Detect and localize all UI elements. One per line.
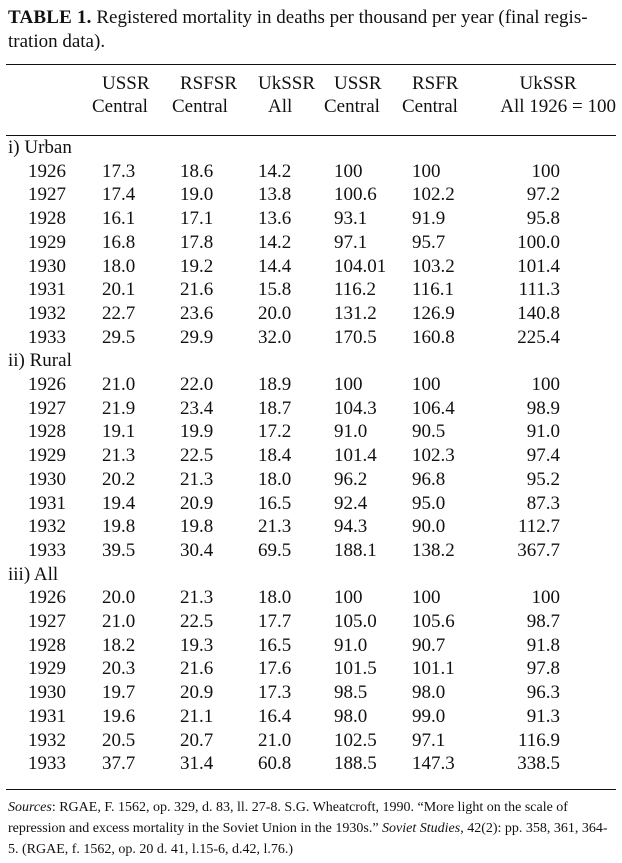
section-header-row [6,136,616,160]
value-cell: 21.0 [102,611,136,633]
table-row [6,681,616,705]
value-cell: 20.3 [102,658,136,680]
value-cell: 69.5 [258,539,292,561]
value-cell: 18.2 [102,634,136,656]
year-cell: 1930 [28,468,66,490]
year-cell: 1926 [28,587,66,609]
value-cell: 18.9 [258,374,292,396]
sources-text-1: : RGAE, F. 1562, op. 329, d. 83, ll. 27-8. S.G. Wheatcroft, 1990. “More light on the scale of repression and excess mortality in the Soviet Union in the 1930s.” [8,800,568,836]
value-cell: 90.5 [412,421,446,443]
value-cell: 97.4 [526,445,560,467]
top-rule [6,64,616,65]
value-cell: 95.2 [526,468,560,490]
table-row [6,207,616,231]
table-row [6,468,616,492]
year-cell: 1928 [28,208,66,230]
value-cell: 101.4 [334,445,377,467]
value-cell: 160.8 [412,326,455,348]
value-cell: 21.9 [102,397,136,419]
table-row [6,729,616,753]
value-cell: 21.0 [102,374,136,396]
table-row [6,705,616,729]
table-row [6,444,616,468]
value-cell: 20.0 [258,302,292,324]
value-cell: 21.6 [180,658,214,680]
value-cell: 225.4 [517,326,560,348]
sources-text-2: , 42(2): pp. 358, 361, 364-5. (RGAE, f. 1562, op. 20 d. 41, l.15-6, d.42, l.76.) [8,821,608,857]
value-cell: 91.9 [412,208,446,230]
year-cell: 1926 [28,374,66,396]
value-cell: 95.8 [526,208,560,230]
year-cell: 1931 [28,705,66,727]
value-cell: 188.5 [334,753,377,775]
table-row [6,752,616,776]
value-cell: 14.2 [258,160,292,182]
year-cell: 1929 [28,658,66,680]
value-cell: 16.8 [102,231,136,253]
col-header-4-line2: Central [324,96,380,117]
value-cell: 20.2 [102,468,136,490]
year-cell: 1928 [28,421,66,443]
col-header-6-line1: UkSSR [519,73,577,94]
value-cell: 95.7 [412,231,446,253]
value-cell: 19.9 [180,421,214,443]
table-row [6,492,616,516]
value-cell: 367.7 [517,539,560,561]
col-header-5-line1: RSFR [412,73,459,94]
value-cell: 19.6 [102,705,136,727]
value-cell: 20.5 [102,729,136,751]
value-cell: 100 [412,160,441,182]
year-cell: 1930 [28,682,66,704]
value-cell: 93.1 [334,208,368,230]
value-cell: 37.7 [102,753,136,775]
value-cell: 18.4 [258,445,292,467]
value-cell: 21.3 [180,587,214,609]
value-cell: 102.5 [334,729,377,751]
value-cell: 13.6 [258,208,292,230]
sources-label: Sources [8,800,52,815]
value-cell: 32.0 [258,326,292,348]
value-cell: 20.7 [180,729,214,751]
value-cell: 29.5 [102,326,136,348]
table-row [6,657,616,681]
table-row [6,634,616,658]
section-label: iii) All [8,563,59,585]
col-header-1-line1: USSR [102,73,150,94]
value-cell: 21.1 [180,705,214,727]
value-cell: 92.4 [334,492,368,514]
value-cell: 19.7 [102,682,136,704]
value-cell: 100 [531,587,560,609]
value-cell: 90.0 [412,516,446,538]
col-header-1-line2: Central [92,96,148,117]
col-header-2-line2: Central [172,96,228,117]
value-cell: 19.8 [102,516,136,538]
value-cell: 103.2 [412,255,455,277]
value-cell: 105.6 [412,611,455,633]
value-cell: 100 [334,160,363,182]
section-header-row [6,349,616,373]
value-cell: 19.0 [180,184,214,206]
table-row [6,373,616,397]
value-cell: 20.9 [180,682,214,704]
value-cell: 39.5 [102,539,136,561]
table-row [6,302,616,326]
value-cell: 17.1 [180,208,214,230]
value-cell: 91.3 [526,705,560,727]
table-row [6,183,616,207]
value-cell: 96.8 [412,468,446,490]
value-cell: 147.3 [412,753,455,775]
value-cell: 101.1 [412,658,455,680]
mortality-table [6,72,616,776]
value-cell: 13.8 [258,184,292,206]
table-row [6,420,616,444]
value-cell: 104.01 [334,255,387,277]
value-cell: 101.5 [334,658,377,680]
value-cell: 14.2 [258,231,292,253]
value-cell: 98.0 [412,682,446,704]
value-cell: 91.8 [526,634,560,656]
table-row [6,278,616,302]
value-cell: 91.0 [334,634,368,656]
year-cell: 1932 [28,516,66,538]
value-cell: 19.2 [180,255,214,277]
value-cell: 15.8 [258,279,292,301]
value-cell: 18.7 [258,397,292,419]
value-cell: 19.4 [102,492,136,514]
value-cell: 116.1 [412,279,455,301]
value-cell: 102.3 [412,445,455,467]
value-cell: 97.1 [334,231,368,253]
value-cell: 131.2 [334,302,377,324]
value-cell: 170.5 [334,326,377,348]
value-cell: 18.0 [258,468,292,490]
year-cell: 1931 [28,492,66,514]
year-cell: 1930 [28,255,66,277]
col-header-6-line2: All 1926 = 100 [500,96,616,117]
year-cell: 1926 [28,160,66,182]
value-cell: 100.6 [334,184,377,206]
value-cell: 99.0 [412,705,446,727]
value-cell: 21.3 [102,445,136,467]
value-cell: 22.5 [180,611,214,633]
value-cell: 18.0 [258,587,292,609]
year-cell: 1929 [28,445,66,467]
value-cell: 29.9 [180,326,214,348]
value-cell: 91.0 [526,421,560,443]
table-row [6,397,616,421]
value-cell: 20.0 [102,587,136,609]
sources-journal: Soviet Studies [382,821,461,836]
col-header-4-line1: USSR [334,73,382,94]
year-cell: 1929 [28,231,66,253]
value-cell: 188.1 [334,539,377,561]
value-cell: 105.0 [334,611,377,633]
value-cell: 100 [334,587,363,609]
value-cell: 98.5 [334,682,368,704]
value-cell: 18.0 [102,255,136,277]
year-cell: 1927 [28,397,66,419]
value-cell: 17.8 [180,231,214,253]
value-cell: 112.7 [517,516,560,538]
value-cell: 23.4 [180,397,214,419]
col-header-5-line2: Central [402,96,458,117]
table-row [6,610,616,634]
year-cell: 1933 [28,326,66,348]
value-cell: 100 [531,374,560,396]
value-cell: 111.3 [518,279,560,301]
table-row [6,539,616,563]
year-cell: 1928 [28,634,66,656]
value-cell: 97.1 [412,729,446,751]
value-cell: 126.9 [412,302,455,324]
value-cell: 23.6 [180,302,214,324]
value-cell: 98.7 [526,611,560,633]
value-cell: 30.4 [180,539,214,561]
value-cell: 17.3 [102,160,136,182]
table-body [6,136,616,776]
value-cell: 100 [412,587,441,609]
value-cell: 140.8 [517,302,560,324]
value-cell: 21.0 [258,729,292,751]
value-cell: 97.2 [526,184,560,206]
value-cell: 97.8 [526,658,560,680]
value-cell: 101.4 [517,255,560,277]
value-cell: 22.5 [180,445,214,467]
value-cell: 22.7 [102,302,136,324]
year-cell: 1933 [28,539,66,561]
value-cell: 14.4 [258,255,292,277]
table-caption [8,6,614,54]
value-cell: 100 [412,374,441,396]
section-header-row [6,563,616,587]
value-cell: 17.6 [258,658,292,680]
value-cell: 98.9 [526,397,560,419]
year-cell: 1932 [28,729,66,751]
header-stub [6,72,86,95]
header-stub [6,95,86,136]
value-cell: 31.4 [180,753,214,775]
value-cell: 19.1 [102,421,136,443]
value-cell: 100.0 [517,231,560,253]
value-cell: 17.2 [258,421,292,443]
value-cell: 98.0 [334,705,368,727]
year-cell: 1931 [28,279,66,301]
value-cell: 96.2 [334,468,368,490]
section-label: i) Urban [8,137,72,158]
bottom-rule [6,789,616,790]
table-sources-note [8,797,614,860]
value-cell: 100 [531,160,560,182]
value-cell: 106.4 [412,397,455,419]
value-cell: 95.0 [412,492,446,514]
value-cell: 94.3 [334,516,368,538]
value-cell: 87.3 [526,492,560,514]
table-row [6,255,616,279]
year-cell: 1932 [28,302,66,324]
value-cell: 22.0 [180,374,214,396]
value-cell: 16.4 [258,705,292,727]
value-cell: 21.6 [180,279,214,301]
table-header [6,72,616,136]
value-cell: 100 [334,374,363,396]
value-cell: 16.5 [258,492,292,514]
value-cell: 19.3 [180,634,214,656]
value-cell: 17.4 [102,184,136,206]
section-label: ii) Rural [8,350,72,372]
value-cell: 338.5 [517,753,560,775]
value-cell: 116.2 [334,279,377,301]
value-cell: 20.9 [180,492,214,514]
value-cell: 91.0 [334,421,368,443]
col-header-3-line1: UkSSR [258,73,316,94]
table-caption-text: Registered mortality in deaths per thousand per year (final regis-tration data). [8,7,588,52]
value-cell: 116.9 [517,729,560,751]
value-cell: 17.7 [258,611,292,633]
col-header-3-line2: All [268,96,293,117]
value-cell: 21.3 [180,468,214,490]
value-cell: 21.3 [258,516,292,538]
value-cell: 16.1 [102,208,136,230]
value-cell: 96.3 [526,682,560,704]
value-cell: 90.7 [412,634,446,656]
value-cell: 16.5 [258,634,292,656]
year-cell: 1933 [28,753,66,775]
table-row [6,326,616,350]
col-header-2-line1: RSFSR [180,73,238,94]
value-cell: 138.2 [412,539,455,561]
table-row [6,515,616,539]
value-cell: 104.3 [334,397,377,419]
value-cell: 17.3 [258,682,292,704]
value-cell: 18.6 [180,160,214,182]
table-row [6,586,616,610]
table-row [6,160,616,184]
year-cell: 1927 [28,184,66,206]
value-cell: 20.1 [102,279,136,301]
table-row [6,231,616,255]
value-cell: 102.2 [412,184,455,206]
value-cell: 19.8 [180,516,214,538]
year-cell: 1927 [28,611,66,633]
value-cell: 60.8 [258,753,292,775]
table-number: TABLE 1. [8,7,92,28]
